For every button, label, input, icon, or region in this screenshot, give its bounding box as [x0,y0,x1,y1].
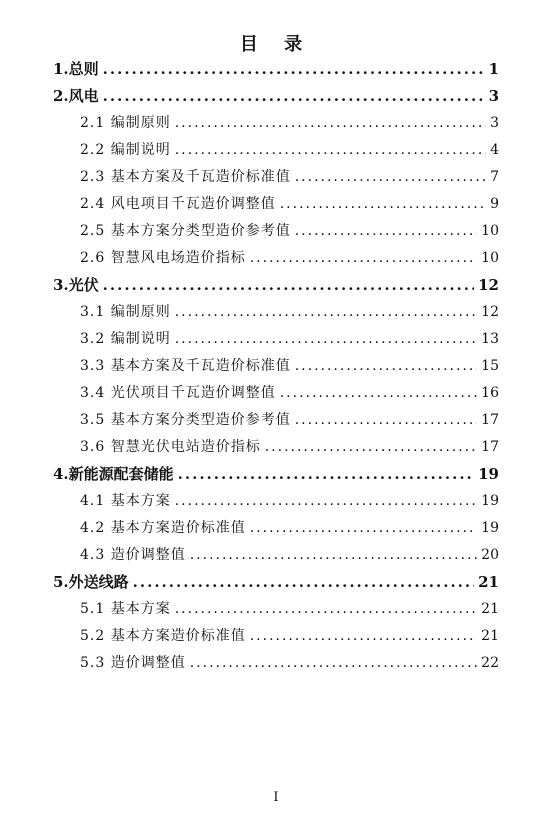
toc-entry-page: 12 [481,304,499,320]
toc-entry-page: 3 [488,87,499,105]
toc-leader-dots [175,328,477,350]
toc-entry-page: 13 [481,331,499,347]
toc-entry-label: 4.3 造价调整值 [80,547,186,563]
toc-entry-label: 2.风电 [53,87,99,105]
toc-entry-label: 3.4 光伏项目千瓦造价调整值 [80,385,276,401]
toc-section-row [53,571,499,593]
toc-leader-dots [250,247,477,269]
toc-subsection-row [80,166,499,188]
toc-leader-dots [175,598,477,620]
toc-entry-page: 22 [481,655,499,671]
toc-subsection-row [80,598,499,620]
toc-entry-page: 4 [490,142,499,158]
toc-subsection-row [80,625,499,647]
toc-entry-label: 3.光伏 [53,276,99,294]
toc-entry-label: 3.1 编制原则 [80,304,171,320]
toc-entry-page: 1 [488,60,499,78]
toc-entry-label: 5.2 基本方案造价标准值 [80,628,246,644]
toc-entry-label: 3.6 智慧光伏电站造价指标 [80,439,261,455]
toc-leader-dots [250,625,477,647]
toc-section-row [53,463,499,485]
page-number: I [273,790,279,805]
toc-subsection-row [80,247,499,269]
toc-subsection-row [80,112,499,134]
toc-entry-label: 5.3 造价调整值 [80,655,186,671]
toc-subsection-row [80,436,499,458]
toc-entry-label: 3.3 基本方案及千瓦造价标准值 [80,358,291,374]
toc-subsection-row [80,220,499,242]
toc-leader-dots [295,355,477,377]
toc-leader-dots [103,274,474,296]
toc-subsection-row [80,382,499,404]
toc-subsection-row [80,193,499,215]
toc-entry-label: 1.总则 [53,60,99,78]
toc-entry-label: 4.2 基本方案造价标准值 [80,520,246,536]
toc-entry-label: 2.1 编制原则 [80,115,171,131]
toc-subsection-row [80,409,499,431]
toc-entry-label: 5.外送线路 [53,573,129,591]
toc-subsection-row [80,490,499,512]
toc-leader-dots [250,517,477,539]
toc-subsection-row [80,139,499,161]
toc-entry-label: 3.2 编制说明 [80,331,171,347]
toc-entry-page: 12 [478,276,499,294]
toc-section-row [53,58,499,80]
toc-entry-page: 16 [481,385,499,401]
toc-entry-label: 5.1 基本方案 [80,601,171,617]
toc-entry-label: 2.6 智慧风电场造价指标 [80,250,246,266]
toc-entry-page: 20 [481,547,499,563]
toc-leader-dots [103,58,485,80]
toc-entry-label: 2.2 编制说明 [80,142,171,158]
toc-leader-dots [178,463,474,485]
toc-subsection-row [80,652,499,674]
toc-entry-label: 2.3 基本方案及千瓦造价标准值 [80,169,291,185]
toc-entry-page: 7 [490,169,499,185]
toc-subsection-row [80,517,499,539]
toc-leader-dots [265,436,477,458]
toc-entry-label: 2.5 基本方案分类型造价参考值 [80,223,291,239]
toc-entry-page: 21 [478,573,499,591]
toc-leader-dots [175,139,486,161]
toc-subsection-row [80,328,499,350]
toc-leader-dots [133,571,474,593]
toc-section-row [53,85,499,107]
toc-entry-label: 2.4 风电项目千瓦造价调整值 [80,196,276,212]
toc-entry-page: 19 [478,465,499,483]
toc-subsection-row [80,544,499,566]
toc-section-row [53,274,499,296]
toc-leader-dots [190,652,477,674]
toc-leader-dots [175,301,477,323]
toc-leader-dots [280,193,486,215]
toc-entry-label: 3.5 基本方案分类型造价参考值 [80,412,291,428]
toc-entry-label: 4.1 基本方案 [80,493,171,509]
toc-leader-dots [190,544,477,566]
toc-leader-dots [280,382,477,404]
toc-entry-page: 21 [481,601,499,617]
toc-leader-dots [295,409,477,431]
toc-entry-page: 3 [490,115,499,131]
toc-entry-page: 21 [481,628,499,644]
toc-leader-dots [175,490,477,512]
toc-entry-page: 9 [490,196,499,212]
toc-leader-dots [103,85,485,107]
toc-entry-page: 10 [481,223,499,239]
toc-title: 目 录 [239,34,313,55]
toc-subsection-row [80,355,499,377]
toc-leader-dots [295,166,486,188]
toc-entry-page: 17 [481,412,499,428]
toc-leader-dots [175,112,486,134]
toc-entry-page: 19 [481,493,499,509]
toc-entry-page: 15 [481,358,499,374]
toc-entry-page: 19 [481,520,499,536]
toc-entry-label: 4.新能源配套储能 [53,465,174,483]
toc-subsection-row [80,301,499,323]
toc-leader-dots [295,220,477,242]
toc-entry-page: 10 [481,250,499,266]
toc-entry-page: 17 [481,439,499,455]
